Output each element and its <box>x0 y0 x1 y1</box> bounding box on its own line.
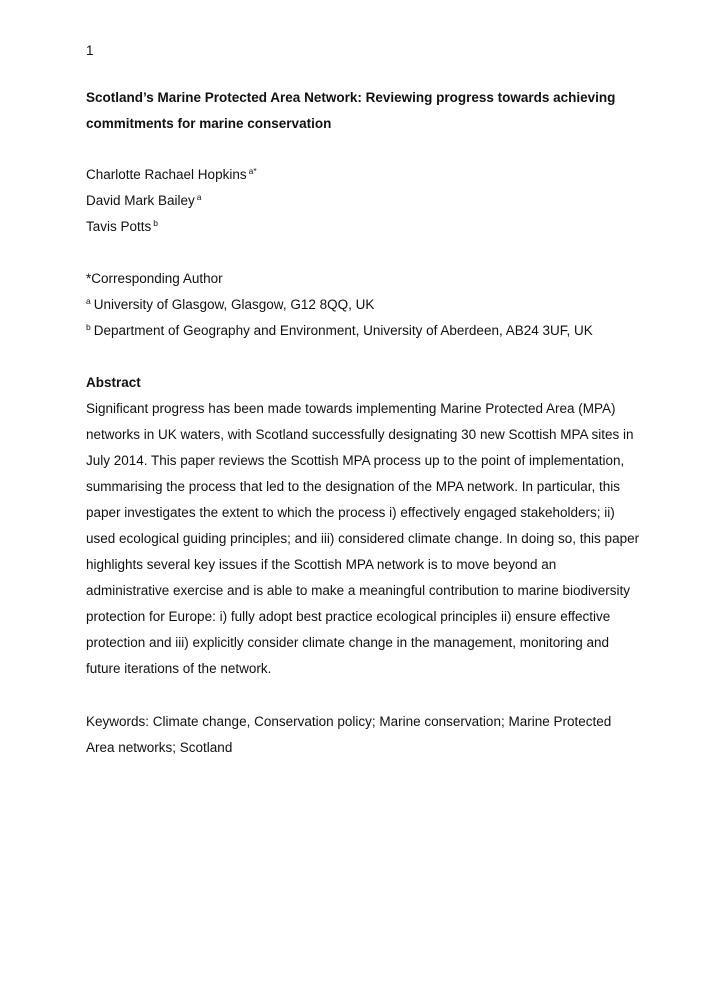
abstract-line: protection and iii) explicitly consider climate change in the management, monitoring and <box>86 635 610 650</box>
author-1 <box>86 166 257 183</box>
title-line-2: commitments for marine conservation <box>86 116 332 131</box>
abstract-line: highlights several key issues if the Scottish MPA network is to move beyond an <box>86 557 557 572</box>
abstract-line: used ecological guiding principles; and iii) considered climate change. In doing so, this paper <box>86 531 640 546</box>
abstract-line: networks in UK waters, with Scotland successfully designating 30 new Scottish MPA sites in <box>86 427 634 442</box>
affiliation-text: University of Glasgow, Glasgow, G12 8QQ, UK <box>93 297 375 312</box>
author-affiliation-mark: b <box>153 218 159 228</box>
affiliation-text: Department of Geography and Environment, University of Aberdeen, AB24 3UF, UK <box>93 323 593 338</box>
affiliation-mark: b <box>86 322 91 332</box>
author-affiliation-mark: a* <box>248 166 257 176</box>
author-3 <box>86 218 158 235</box>
page-number: 1 <box>86 43 94 58</box>
affiliation-a <box>86 296 374 313</box>
abstract-heading: Abstract <box>86 375 141 390</box>
abstract-line: administrative exercise and is able to make a meaningful contribution to marine biodiversity <box>86 583 631 598</box>
author-affiliation-mark: a <box>196 192 202 202</box>
keywords-line: Area networks; Scotland <box>86 740 233 755</box>
affiliation-mark: a <box>86 296 91 306</box>
corresponding-author-note: *Corresponding Author <box>86 271 223 286</box>
author-name: David Mark Bailey <box>86 193 195 208</box>
abstract-line: future iterations of the network. <box>86 661 272 676</box>
affiliation-b <box>86 322 593 339</box>
abstract-line: July 2014. This paper reviews the Scottish MPA process up to the point of implementation, <box>86 453 625 468</box>
abstract-line: protection for Europe: i) fully adopt best practice ecological principles ii) ensure effective <box>86 609 611 624</box>
abstract-line: Significant progress has been made towards implementing Marine Protected Area (MPA) <box>86 401 616 416</box>
abstract-line: paper investigates the extent to which the process i) effectively engaged stakeholders; ii) <box>86 505 615 520</box>
keywords-line: Keywords: Climate change, Conservation policy; Marine conservation; Marine Protected <box>86 714 612 729</box>
author-name: Charlotte Rachael Hopkins <box>86 167 247 182</box>
author-name: Tavis Potts <box>86 219 152 234</box>
author-2 <box>86 192 202 209</box>
title-line-1: Scotland’s Marine Protected Area Network: Reviewing progress towards achieving <box>86 90 616 105</box>
abstract-line: summarising the process that led to the designation of the MPA network. In particular, this <box>86 479 621 494</box>
